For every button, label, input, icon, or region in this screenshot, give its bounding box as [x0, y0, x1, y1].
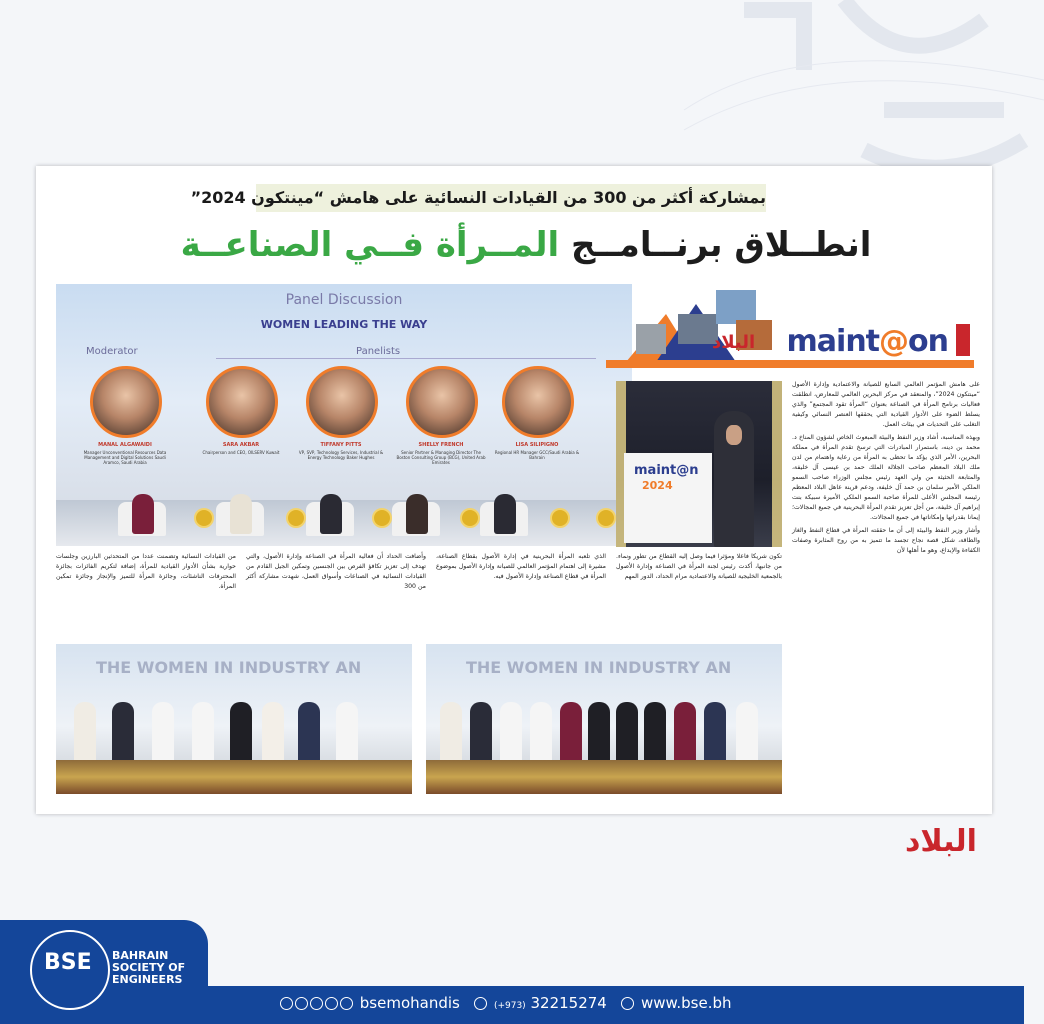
portrait: [306, 366, 378, 438]
guest: [616, 702, 638, 766]
speaker-photo: [616, 381, 782, 547]
event-banner-text: THE WOMEN IN INDUSTRY AN: [466, 658, 732, 677]
logo-medallion: [372, 508, 392, 528]
guest: [644, 702, 666, 766]
maintecon-logo: [787, 324, 948, 359]
guest: [112, 702, 134, 766]
website-link[interactable]: www.bse.bh: [640, 994, 732, 1012]
maintecon-logo-part-1: maint: [786, 324, 880, 359]
panelist-name: MANAL ALGAWAIDI: [98, 442, 152, 448]
guest: [530, 702, 552, 766]
panel-title: Panel Discussion: [285, 292, 403, 308]
logo-medallion: [596, 508, 616, 528]
linkedin-icon[interactable]: [325, 997, 338, 1010]
twitter-icon[interactable]: [295, 997, 308, 1010]
portrait: [206, 366, 278, 438]
portrait: [406, 366, 478, 438]
logo-medallion: [286, 508, 306, 528]
panelist-seated: [494, 494, 516, 534]
article-paragraph: الذي تلعبه المرأة البحرينية في إدارة الأصول بقطاع الصناعة، مشيرة إلى اهتمام المؤتمر العالمي للصيانة وإدارة الأصول بموضوع المرأة في قطاع الصناعة وإدارة الأصول فيه.: [436, 553, 606, 580]
organization-name: [112, 950, 185, 986]
maintecon-banner: [606, 284, 974, 378]
maintecon-logo-part-2: @: [879, 324, 909, 359]
article-column-right: [792, 380, 980, 810]
moderator-label: Moderator: [86, 346, 138, 357]
panelist-title: Senior Partner & Managing Director The Boston Consulting Group (BCG), United Arab Emirates: [396, 450, 486, 465]
instagram-icon[interactable]: [280, 997, 293, 1010]
headline-part-2: المــرأة فــي الصناعــة: [180, 225, 560, 265]
article-column-mid-right: [616, 552, 782, 636]
article-kicker: بمشاركة أكثر من 300 من القيادات النسائية على هامش “مينتكون 2024”: [256, 184, 766, 212]
guest: [470, 702, 492, 766]
panelist-name: SHELLY FRENCH: [418, 442, 464, 448]
brand-red-bar: [956, 324, 970, 356]
guest: [440, 702, 462, 766]
whatsapp-icon: [474, 997, 487, 1010]
guest: [588, 702, 610, 766]
speaker-face: [726, 425, 742, 445]
panelist-seated: [132, 494, 154, 534]
article-headline: [146, 222, 906, 268]
stage-light: [772, 381, 782, 547]
article-column-mid-left: [246, 552, 426, 636]
award-group-photo-right: [426, 644, 782, 794]
panelist-name: TIFFANY PITTS: [320, 442, 362, 448]
flower-stage-front: [56, 760, 412, 794]
panelist-title: Manager Unconventional Resources Data Management and Digital Solutions Saudi Aramco, Saudi Arabia: [83, 450, 167, 465]
panelist-name: SARA AKBAR: [222, 442, 260, 448]
bse-logo-icon: BSE: [30, 930, 110, 1010]
podium-year: 2024: [642, 479, 673, 492]
albilad-logo-small: البلاد: [712, 332, 756, 353]
article-column-far-left: [56, 552, 236, 636]
footer-contacts: [280, 994, 732, 1012]
guest: [152, 702, 174, 766]
phone-number[interactable]: 32215274: [530, 994, 607, 1012]
article-paragraph: على هامش المؤتمر العالمي السابع للصيانة والاعتمادية وإدارة الأصول “مينتكون 2024”، والمنعقد في مركز البحرين العالمي للمعارض، انطلقت فعاليات برنامج المرأة في الصناعة بعنوان “المرأة تقود المجتمع” والذي يسلط الضوء على الأدوار القيادية التي يحققها العنصر النسائي وكيفية التغلب على التحديات في بيئات العمل.: [792, 381, 980, 428]
stage: [56, 500, 632, 546]
flower-stage-front: [426, 760, 782, 794]
panelist-title: VP, SVP, Technology Services, Industrial & Energy Technology Baker Hughes: [298, 450, 384, 460]
guest: [298, 702, 320, 766]
article-paragraph: وبهذه المناسبة، أشاد وزير النفط والبيئة المبعوث الخاص لشؤون المناخ د. محمد بن دينه، باستمرار المبادرات التي ترسخ تقدم المرأة في مملكة البحرين، الأمر الذي يؤكد ما تحظى به المرأة من رعاية واهتمام من لدن ملك البلاد المعظم صاحب الجلالة الملك حمد بن عيسى آل خليفة، والمتابعة الحثيثة من ولي العهد رئيس مجلس الوزراء صاحب السمو الملكي الأمير سلمان بن حمد آل خليفة، ودعم قرينة عاهل البلاد المعظم رئيسة المجلس الأعلى للمرأة صاحبة السمو الملكي الأميرة سبيكة بنت إبراهيم آل خليفة، من أجل تعزيز تقدم المرأة البحرينية في جميع المجالات؛ إيمانا بقدراتها وإمكاناتها في جميع المجالات.: [792, 434, 980, 521]
guest: [230, 702, 252, 766]
brand-orange-strip: [606, 360, 974, 368]
social-handle[interactable]: bsemohandis: [359, 994, 460, 1012]
article-column-mid-center: [436, 552, 606, 636]
headline-part-1: انطــلاق برنــامــج: [571, 225, 872, 265]
logo-medallion: [460, 508, 480, 528]
article-paragraph: تكون شريكا فاعلا ومؤثرا فيما وصل إليه القطاع من تطور ونماء. من جانبها، أكدت رئيس لجنة المرأة في الصناعة وإدارة الأصول بالجمعية الخليجية للصيانة والاعتمادية مرام الحداد، الدور المهم: [616, 553, 782, 580]
albilad-signature-logo: البلاد: [905, 824, 977, 859]
guest: [336, 702, 358, 766]
panel-discussion-photo: [56, 284, 632, 546]
org-name-line: BAHRAIN: [112, 949, 169, 962]
award-group-photo-left: [56, 644, 412, 794]
org-name-line: ENGINEERS: [112, 973, 183, 986]
org-name-line: SOCIETY OF: [112, 961, 186, 974]
facebook-icon[interactable]: [310, 997, 323, 1010]
panelist-title: Chairperson and CEO, OILSERV Kuwait: [202, 450, 280, 455]
guest: [262, 702, 284, 766]
article-paragraph: من القيادات النسائية وتضمنت عددا من المتحدثين البارزين وجلسات حوارية بشأن الأدوار القيادية للمرأة، إضافة لتكريم الفائزات بجائزة المحترفات الناشئات، وجائزة المرأة للتميز والإنجاز وجائزة تمكين المرأة.: [56, 553, 236, 590]
event-banner-text: THE WOMEN IN INDUSTRY AN: [96, 658, 362, 677]
panelists-divider: [216, 358, 596, 359]
youtube-icon[interactable]: [340, 997, 353, 1010]
portrait: [90, 366, 162, 438]
panel-subtitle: WOMEN LEADING THE WAY: [260, 318, 428, 331]
panelist-name: LISA SILIPIGNO: [515, 442, 559, 448]
maintecon-logo-part-3: on: [908, 324, 948, 359]
guest: [736, 702, 758, 766]
guest: [704, 702, 726, 766]
logo-medallion: [194, 508, 214, 528]
panelist-seated: [406, 494, 428, 534]
panelist-seated: [320, 494, 342, 534]
globe-icon: [621, 997, 634, 1010]
newspaper-clipping: [36, 166, 992, 814]
guest: [674, 702, 696, 766]
podium-logo: maint@n: [634, 463, 699, 478]
guest: [560, 702, 582, 766]
guest: [192, 702, 214, 766]
logo-medallion: [550, 508, 570, 528]
guest: [74, 702, 96, 766]
panelist-seated: [230, 494, 252, 534]
article-paragraph: وأشار وزير النفط والبيئة إلى أن ما حققته المرأة في قطاع النفط والغاز والطاقة، شكل قصة نجاح تجسد ما تتميز به من روح المثابرة وصفات الكفاءة والإبداع، وهو ما أهلها لأن: [792, 527, 980, 554]
panelist-title: Regional HR Manager GCC/Saudi Arabia & Bahrain: [494, 450, 580, 460]
article-paragraph: وأضافت الحداد أن فعالية المرأة في الصناعة وإدارة الأصول، والتي تهدف إلى تعزيز تكافؤ الفرص بين الجنسين وتمكين الجيل القادم من القيادات النسائية في الصناعات وأسواق العمل، شهدت مشاركة أكثر من 300: [246, 553, 426, 590]
phone-country-code: (+973): [493, 1001, 526, 1011]
panelists-label: Panelists: [356, 346, 401, 357]
portrait: [502, 366, 574, 438]
guest: [500, 702, 522, 766]
